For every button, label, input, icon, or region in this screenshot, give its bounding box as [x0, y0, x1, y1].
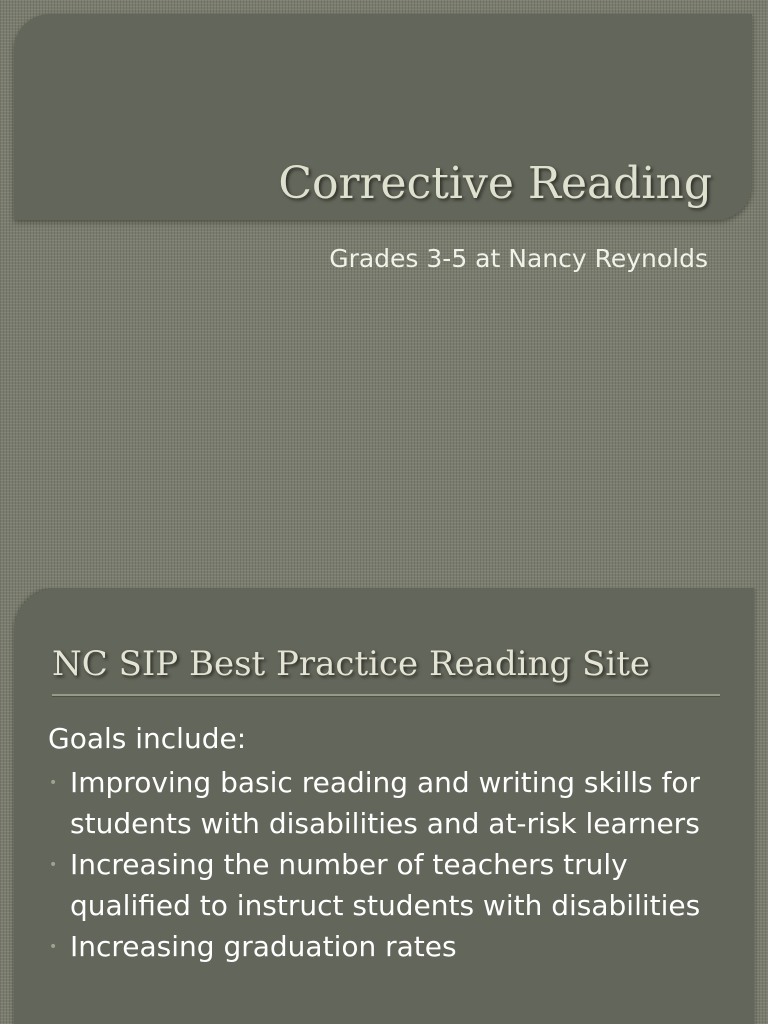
goals-list — [48, 762, 728, 967]
slide-subtitle: Grades 3-5 at Nancy Reynolds — [329, 244, 708, 273]
bullet-icon: • — [49, 775, 58, 791]
list-item — [48, 926, 728, 967]
goals-intro: Goals include: — [48, 722, 247, 755]
title-divider — [52, 694, 720, 697]
content-slide — [0, 588, 768, 1024]
list-item — [48, 844, 728, 926]
slide-title: Corrective Reading — [278, 158, 712, 209]
list-item-text: Improving basic reading and writing skills for students with disabilities and at-risk learners — [70, 766, 701, 840]
section-title: NC SIP Best Practice Reading Site — [52, 644, 651, 684]
content-panel — [14, 588, 754, 1024]
bullet-icon: • — [49, 939, 58, 955]
list-item — [48, 762, 728, 844]
list-item-text: Increasing graduation rates — [70, 930, 457, 963]
bullet-icon: • — [49, 857, 58, 873]
list-item-text: Increasing the number of teachers truly qualified to instruct students with disabilities — [70, 848, 701, 922]
